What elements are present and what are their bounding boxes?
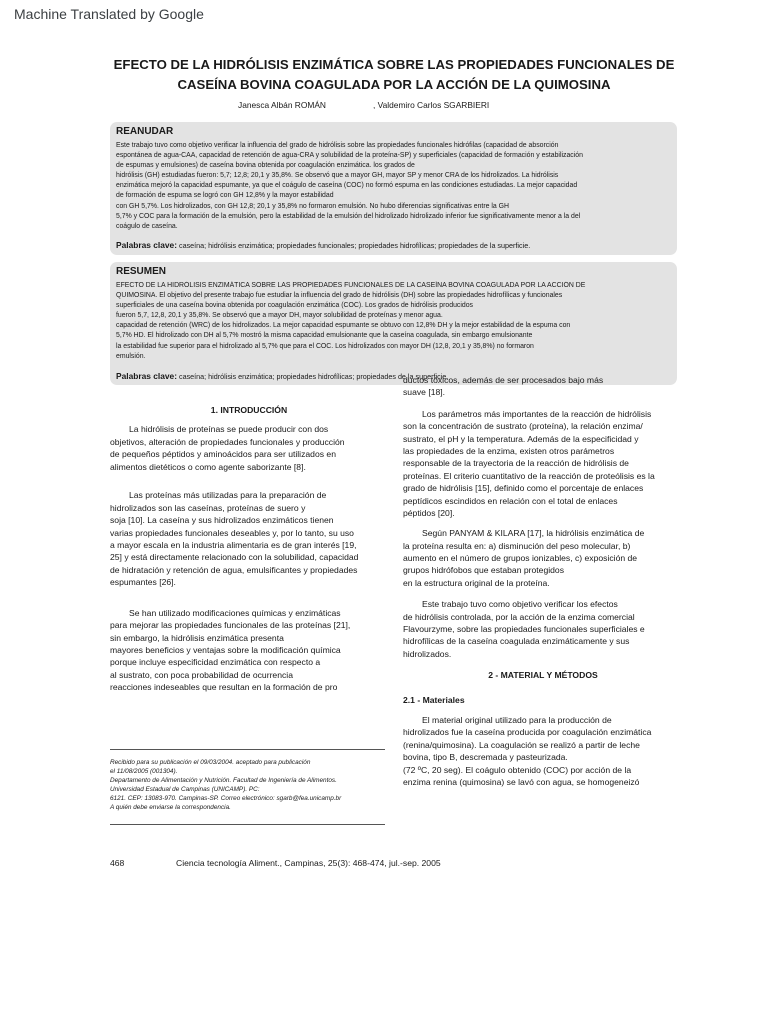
text-line: Se han utilizado modificaciones químicas y enzimáticas (129, 607, 341, 618)
text-line: hidrolizados fue la caseína producida por coagulación enzimática (403, 727, 652, 738)
text-line: espontánea de agua-CAA, capacidad de retención de agua-CRA y solubilidad de la proteína-SP) y superficiales (capacidad de formación y estabilización (116, 152, 583, 160)
text-line: QUIMOSINA. El objetivo del presente trabajo fue estudiar la influencia del grado de hidrólisis (DH) sobre las propiedades hidrofílicas y funcionales (116, 292, 563, 300)
text-line: sustrato, el pH y la temperatura. Además de la especificidad y (403, 433, 639, 444)
resumen-heading: RESUMEN (116, 266, 167, 277)
text-line: Este trabajo tuvo como objetivo verificar la influencia del grado de hidrólisis sobre las propiedades funcionales hidrófilas (capacidad de absorción (116, 142, 559, 149)
text-line: soja [10]. La caseína y sus hidrolizados enzimáticos tienen (110, 515, 334, 526)
right-column (403, 374, 683, 788)
footnote-rule-bottom (110, 824, 385, 825)
resumen-keywords-text: caseína; hidrólisis enzimática; propiedades hidrofílicas; propiedades de la superficie. (177, 372, 449, 381)
abstract-box-resumen (110, 262, 677, 385)
text-line: hidrolizados son las caseínas, proteínas de suero y (110, 502, 306, 513)
paragraph (403, 527, 683, 589)
section-heading-introduccion: 1. INTRODUCCIÓN (210, 405, 288, 415)
text-line: Según PANYAM & KILARA [17], la hidrólisis enzimática de (422, 528, 645, 539)
text-line: péptidos [20]. (403, 507, 455, 518)
text-line: proteínas. El criterio cuantitativo de la reacción de proteólisis es la (403, 470, 655, 481)
text-line: aumento en el número de grupos ionizables, c) exposición de (403, 553, 638, 564)
text-line: 25] y está directamente relacionado con la solubilidad, capacidad (110, 552, 359, 563)
text-line: para mejorar las propiedades funcionales de las proteínas [21], (110, 620, 351, 631)
paragraph (110, 423, 388, 473)
text-line: capacidad de retención (WRC) de los hidrolizados. La mejor capacidad espumante se obtuvo con 12,8% DH y la mejor estabilidad de la espuma con (116, 322, 571, 330)
text-line: hidrofílicas de la caseína coagulada enzimáticamente y sus (403, 636, 630, 647)
journal-citation: Ciencia tecnología Aliment., Campinas, 25(3): 468-474, jul.-sep. 2005 (176, 858, 441, 868)
author-sgarbieri: , Valdemiro Carlos SGARBIERI (373, 100, 490, 110)
text-line: grado de hidrólisis [15], definido como el porcentaje de enlaces (403, 483, 644, 494)
text-line: peptídicos escindidos en relación con el total de enlaces (403, 495, 618, 506)
text-line: varias propiedades funcionales deseables y, por lo tanto, su uso (110, 527, 354, 538)
text-line: al sustrato, con poca probabilidad de ocurrencia (110, 669, 293, 680)
text-line: Recibido para su publicación el 09/03/2004. aceptado para publicación (110, 759, 311, 766)
text-line: ductos tóxicos, además de ser procesados bajo más (403, 375, 604, 385)
text-line: con GH 5,7%. Los hidrolizados, con GH 12,8; 20,1 y 35,8% no formaron emulsión. No hubo diferencias significativas entre la GH (116, 202, 509, 210)
text-line: espumantes [26]. (110, 577, 176, 588)
text-line: en la estructura original de la proteína. (403, 577, 550, 588)
text-line: Flavourzyme, sobre las propiedades funcionales superficiales e (403, 624, 645, 635)
text-line: Las proteínas más utilizadas para la preparación de (129, 490, 327, 501)
text-line: 5,7% y COC para la formación de la emulsión, pero la estabilidad de la emulsión del hidrolizado hidrolizado inferior fue significativamente menor a la del (116, 212, 581, 220)
text-line: mayores beneficios y ventajas sobre la modificación química (110, 645, 341, 656)
text-line: la proteína resulta en: a) disminución del peso molecular, b) (403, 540, 631, 551)
text-line: objetivos, alteración de propiedades funcionales y producción (110, 436, 345, 447)
text-line: (renina/quimosina). La coagulación se realizó a partir de leche (403, 739, 640, 750)
text-line: hidrolizados. (403, 648, 452, 659)
text-line: alimentos dietéticos o como agente saborizante [8]. (110, 461, 306, 472)
text-line: porque incluye especificidad enzimática con respecto a (110, 657, 321, 668)
abstract-text (116, 141, 669, 232)
abstract-box-reanudar (110, 122, 677, 255)
text-line: de pequeños péptidos y aminoácidos para ser utilizados en (110, 449, 336, 460)
text-line: coágulo de caseína. (116, 222, 178, 230)
paper-title-line-2: CASEÍNA BOVINA COAGULADA POR LA ACCIÓN DE LA QUIMOSINA (177, 77, 611, 92)
banner-text: Machine Translated by Google (14, 6, 204, 22)
page-number: 468 (110, 858, 125, 868)
footnote-rule (110, 749, 385, 750)
abstract-heading: REANUDAR (116, 126, 174, 137)
section-heading-material-metodos: 2 - MATERIAL Y MÉTODOS (488, 670, 598, 681)
text-line: son la concentración de sustrato (proteína), la relación enzima/ (403, 421, 643, 432)
text-line: enzimática mejoró la capacidad espumante, ya que el coágulo de caseína (COC) no formó espuma en las condiciones estudiadas. La mejor capacidad (116, 182, 578, 190)
resumen-text (116, 281, 669, 362)
text-line: de espumas y emulsiones) de caseína bovina obtenida por coagulación enzimática. los grados de (116, 162, 415, 170)
text-line: de hidrólisis controlada, por la acción de la enzima comercial (403, 611, 635, 622)
text-line: la estabilidad fue superior para el hidrolizado al 5,7% que para el COC. Los hidrolizados con mayor DH (12,8, 20,1 y 35,8%) no formaron (116, 342, 534, 350)
machine-translation-banner (0, 0, 768, 30)
keywords (116, 240, 530, 250)
text-line: de formación de espuma se logró con GH 12,8% y la mayor estabilidad (116, 192, 334, 200)
author-roman: Janesca Albán ROMÁN (238, 100, 326, 110)
text-line: Universidad Estadual de Campinas (UNICAMP). PC: (110, 786, 260, 793)
text-line: de hidratación y retención de agua, emulsificantes y propiedades (110, 564, 358, 575)
subsection-heading-materiales: 2.1 - Materiales (403, 694, 465, 705)
text-line: grupos hidrófobos que estaban protegidos (403, 565, 565, 576)
text-line: La hidrólisis de proteínas se puede producir con dos (129, 424, 329, 435)
text-line: a mayor escala en la industria alimentaria es de gran interés [19, (110, 539, 357, 550)
resumen-keywords (116, 371, 448, 381)
keywords-text: caseína; hidrólisis enzimática; propiedades funcionales; propiedades hidrofílicas; propiedades de la superficie. (177, 241, 531, 250)
paragraph (403, 714, 683, 788)
text-line: Este trabajo tuvo como objetivo verificar los efectos (422, 599, 618, 610)
text-line: suave [18]. (403, 387, 446, 398)
text-line: 6121. CEP: 13083-970. Campinas-SP. Correo electrónico: sgarb@fea.unicamp.br (110, 795, 342, 802)
text-line: bovina, tipo B, descremada y pasteurizada. (403, 752, 568, 763)
text-line: hidrólisis (GH) estudiadas fueron: 5,7; 12,8; 20,1 y 35,8%. Se observó que a mayor GH, mayor SP y menor CRA de los hidrolizados. La hidrólisis (116, 172, 559, 180)
text-line: (72 ºC, 20 seg). El coágulo obtenido (COC) por acción de la (403, 764, 632, 775)
text-line: sin embargo, la hidrólisis enzimática presenta (110, 632, 284, 643)
text-line: el 11/08/2005 (001304). (110, 768, 178, 775)
keywords-label: Palabras clave: (116, 240, 177, 250)
text-line: enzima renina (quimosina) se lavó con agua, se homogeneizó (403, 776, 640, 787)
text-line: emulsión. (116, 352, 146, 360)
paragraph (110, 607, 388, 694)
text-line: responsable de la trayectoria de la reacción de hidrólisis de (403, 458, 629, 469)
paragraph (403, 374, 683, 399)
text-line: las propiedades de la enzima, existen otros parámetros (403, 445, 615, 456)
text-line: fueron 5,7, 12,8, 20,1 y 35,8%. Se observó que a mayor DH, mayor solubilidad de proteínas y menor agua. (116, 312, 443, 320)
text-line: El material original utilizado para la producción de (422, 715, 612, 726)
paper-title-line-1: EFECTO DE LA HIDRÓLISIS ENZIMÁTICA SOBRE LAS PROPIEDADES FUNCIONALES DE (113, 57, 675, 72)
footnotes (110, 758, 390, 812)
paragraph (403, 598, 683, 660)
text-line: 5,7% HD. El hidrolizado con DH al 5,7% mostró la misma capacidad emulsionante que la caseína coagulada, sin embargo emulsionante (116, 332, 533, 340)
paragraph (403, 408, 683, 520)
text-line: superficiales de una caseína bovina obtenida por coagulación enzimática (COC). Los grados de hidrólisis producidos (116, 302, 473, 310)
resumen-keywords-label: Palabras clave: (116, 371, 177, 381)
paragraph (110, 489, 388, 588)
text-line: A quién debe enviarse la correspondencia. (110, 804, 231, 811)
text-line: reacciones indeseables que resultan en la formación de pro (110, 682, 338, 693)
text-line: EFECTO DE LA HIDRÓLISIS ENZIMÁTICA SOBRE LAS PROPIEDADES FUNCIONALES DE LA CASEÍNA BOVINA COAGULADA POR LA ACCIÓN DE (116, 282, 586, 289)
text-line: Los parámetros más importantes de la reacción de hidrólisis (422, 408, 652, 419)
text-line: Departamento de Alimentación y Nutrición. Facultad de Ingeniería de Alimentos. (110, 777, 337, 784)
left-column (110, 404, 388, 694)
